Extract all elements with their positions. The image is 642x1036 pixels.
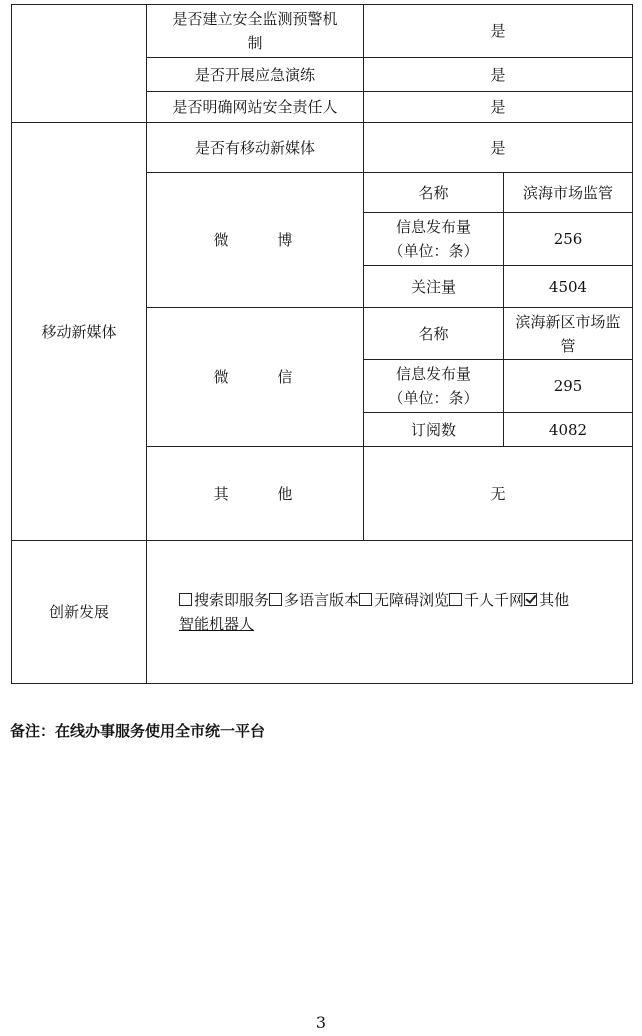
has-mobile-media-label: 是否有移动新媒体	[147, 123, 364, 173]
table-row	[12, 541, 633, 684]
option-personalized[interactable]: 千人千网	[449, 591, 524, 609]
option-multilingual[interactable]: 多语言版本	[269, 591, 359, 609]
wechat-name-label: 名称	[364, 308, 504, 360]
wechat-posts-value: 295	[504, 360, 633, 413]
footnote: 备注：在线办事服务使用全市统一平台	[10, 722, 266, 740]
security-monitoring-value: 是	[364, 5, 633, 58]
has-mobile-media-value: 是	[364, 123, 633, 173]
wechat-posts-label: 信息发布量（单位：条）	[364, 360, 504, 413]
table-row	[12, 5, 633, 58]
mobile-media-section-label: 移动新媒体	[12, 123, 147, 541]
option-accessibility[interactable]: 无障碍浏览	[359, 591, 449, 609]
weibo-followers-label: 关注量	[364, 266, 504, 308]
checkbox-unchecked-icon[interactable]	[179, 593, 192, 606]
wechat-name-value: 滨海新区市场监管	[504, 308, 633, 360]
wechat-subscribers-value: 4082	[504, 413, 633, 447]
emergency-drill-value: 是	[364, 58, 633, 92]
table-row	[12, 123, 633, 173]
checkbox-unchecked-icon[interactable]	[269, 593, 282, 606]
security-monitoring-label: 是否建立安全监测预警机制	[147, 5, 364, 58]
weibo-posts-label: 信息发布量（单位：条）	[364, 213, 504, 266]
security-section-cell	[12, 5, 147, 123]
report-table	[11, 4, 633, 684]
other-media-value: 无	[364, 447, 633, 541]
checkbox-unchecked-icon[interactable]	[449, 593, 462, 606]
option-other[interactable]: 其他	[524, 591, 569, 609]
weibo-posts-value: 256	[504, 213, 633, 266]
weibo-name-value: 滨海市场监管	[504, 173, 633, 213]
security-owner-value: 是	[364, 92, 633, 123]
checkbox-checked-icon[interactable]	[524, 593, 537, 606]
security-owner-label: 是否明确网站安全责任人	[147, 92, 364, 123]
wechat-label: 微 信	[147, 308, 364, 447]
weibo-name-label: 名称	[364, 173, 504, 213]
page-number: 3	[315, 1013, 327, 1032]
innovation-section-label: 创新发展	[12, 541, 147, 684]
other-innovation-text: 智能机器人	[179, 615, 255, 633]
wechat-subscribers-label: 订阅数	[364, 413, 504, 447]
checkbox-unchecked-icon[interactable]	[359, 593, 372, 606]
weibo-label: 微 博	[147, 173, 364, 308]
weibo-followers-value: 4504	[504, 266, 633, 308]
innovation-options	[147, 541, 633, 684]
option-search-as-service[interactable]: 搜索即服务	[179, 591, 269, 609]
other-media-label: 其 他	[147, 447, 364, 541]
emergency-drill-label: 是否开展应急演练	[147, 58, 364, 92]
